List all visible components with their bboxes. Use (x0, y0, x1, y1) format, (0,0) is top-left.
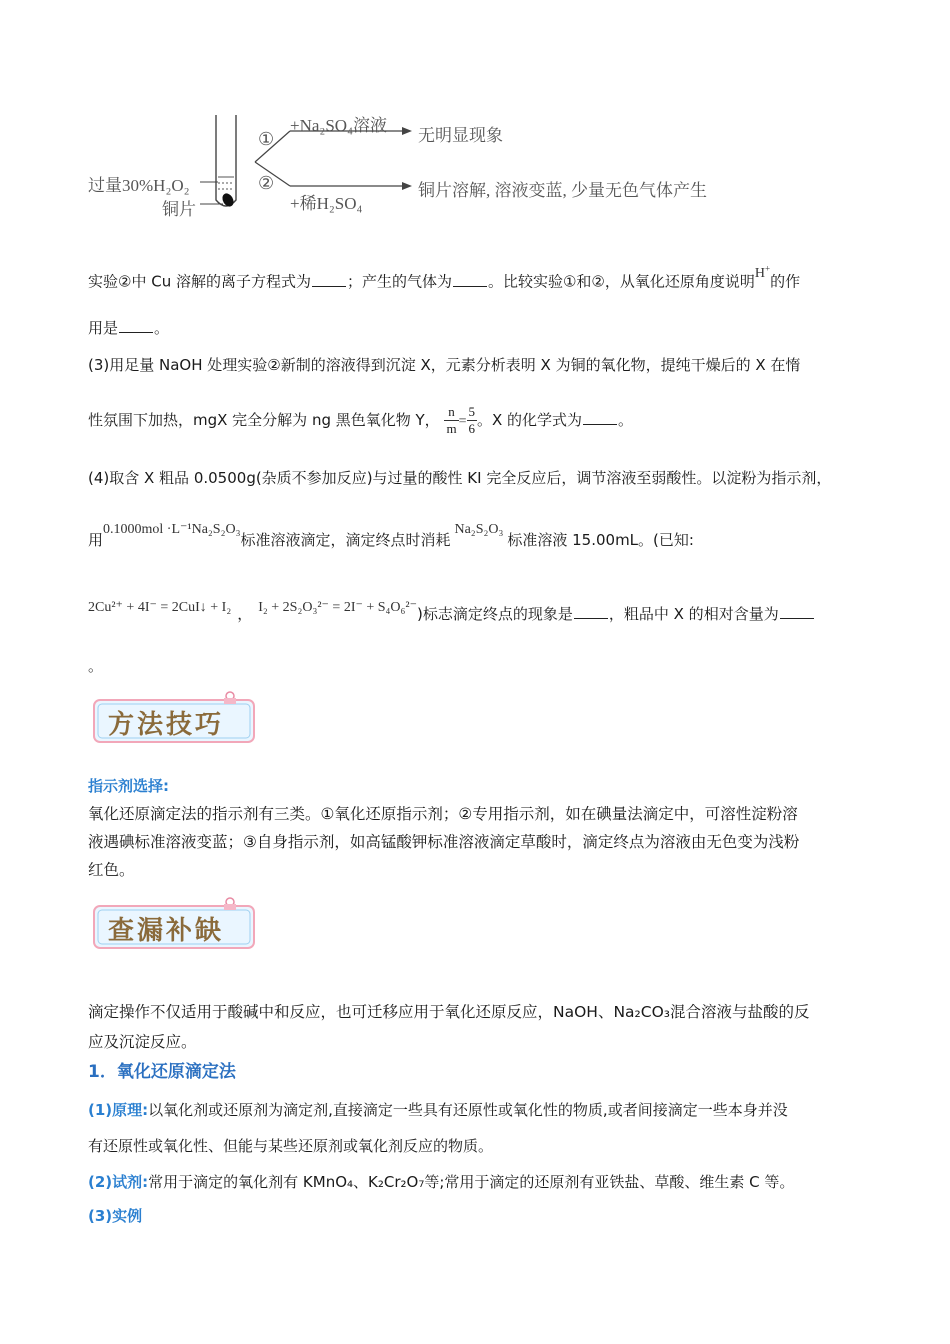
reagent-line (88, 1172, 794, 1192)
tips-line1: 氧化还原滴定法的指示剂有三类。①氧化还原指示剂；②专用指示剂，如在碘量法滴定中，可溶性淀粉溶 (88, 805, 798, 823)
q2-text-e: 用是 (88, 319, 119, 337)
q3-line1: (3)用足量 NaOH 处理实验②新制的溶液得到沉淀 X，元素分析表明 X 为铜的氧化物，提纯干燥后的 X 在惰 (88, 356, 801, 374)
equals-sign: = (458, 414, 467, 429)
q4-text-d: )标志滴定终点的现象是 (417, 605, 573, 623)
h2o2-label: 过量30%H₂O₂ (88, 176, 190, 195)
branch2-number: ② (258, 173, 275, 193)
result2-text: 铜片溶解, 溶液变蓝, 少量无色气体产生 (418, 181, 707, 200)
q4-text-a: 用 (88, 531, 104, 549)
experiment-diagram (80, 105, 780, 225)
badge2-text: 查漏补缺 (108, 916, 225, 946)
q3-text-c: 。 (618, 411, 634, 429)
principle-line2: 有还原性或氧化性、但能与某些还原剂或氧化剂反应的物质。 (88, 1137, 494, 1155)
q2-line1 (88, 263, 801, 294)
eq-separator: ， (237, 605, 253, 623)
example-label: (3)实例 (88, 1207, 143, 1225)
tips-line3: 红色。 (88, 861, 135, 879)
q2-text-b: ；产生的气体为 (346, 272, 452, 291)
branch1-number: ① (258, 129, 275, 149)
answer-blank (119, 319, 153, 333)
answer-blank (583, 411, 617, 425)
q4-line2 (88, 522, 694, 552)
q4-text-b: 标准溶液滴定，滴定终点时消耗 (240, 531, 451, 549)
supp-line2: 应及沉淀反应。 (88, 1033, 197, 1051)
five-sixths-fraction: $\frac{5}{6}$ (468, 404, 475, 436)
concentration-formula: 0.1000mol ·L⁻¹Na₂S₂O₃ (103, 522, 241, 537)
answer-blank (574, 605, 608, 619)
badge1-text: 方法技巧 (108, 710, 225, 740)
n-over-m-fraction: $\frac{n}{m}$ (446, 404, 457, 436)
test-tube-shape (216, 115, 236, 206)
reagent-text: 常用于滴定的氧化剂有 KMnO₄、K₂Cr₂O₇等;常用于滴定的还原剂有亚铁盐、草酸、维生素 C 等。 (148, 1173, 795, 1191)
answer-blank (780, 605, 814, 619)
q2-text-c: 。比较实验①和②，从氧化还原角度说明 (487, 272, 755, 291)
q3-line2 (88, 404, 633, 437)
branch2-reagent: +稀H₂SO₄ (290, 194, 363, 213)
principle-line1 (88, 1100, 788, 1120)
tips-line2: 液遇碘标准溶液变蓝；③自身指示剂，如高锰酸钾标准溶液滴定草酸时，滴定终点为溶液由无色变为浅粉 (88, 833, 800, 851)
q4-line3 (88, 600, 815, 626)
tips-title: 指示剂选择: (88, 777, 169, 795)
equation-1: 2Cu²⁺ + 4I⁻ = 2CuI↓ + I₂ (88, 600, 232, 615)
q4-text-e: ，粗品中 X 的相对含量为 (608, 605, 779, 623)
supp-line1: 滴定操作不仅适用于酸碱中和反应，也可迁移应用于氧化还原反应，NaOH、Na₂CO₃混合溶液与盐酸的反 (88, 1003, 810, 1021)
reagent-label: (2)试剂: (88, 1173, 149, 1191)
q4-line4: 。 (88, 657, 104, 675)
principle-label: (1)原理: (88, 1101, 149, 1119)
result1-text: 无明显现象 (418, 126, 503, 145)
method-tips-badge (90, 690, 258, 746)
q3-text-a: 性氛围下加热，mgX 完全分解为 ng 黑色氧化物 Y， (88, 411, 440, 429)
equation-2: I₂ + 2S₂O₃²⁻ = 2I⁻ + S₄O₆²⁻ (258, 600, 418, 615)
fill-gaps-badge (90, 896, 258, 952)
h-plus-symbol: H+ (754, 263, 771, 281)
q2-text-f: 。 (154, 319, 170, 337)
q2-text-a: 实验②中 Cu 溶解的离子方程式为 (88, 272, 311, 291)
section-heading-redox-titration: 1．氧化还原滴定法 (88, 1062, 236, 1082)
branch1-reagent: +Na₂SO₄溶液 (290, 116, 387, 135)
q4-line1: (4)取含 X 粗品 0.0500g(杂质不参加反应)与过量的酸性 KI 完全反应后，调节溶液至弱酸性。以淀粉为指示剂， (88, 469, 832, 487)
q3-text-b: 。X 的化学式为 (477, 411, 583, 429)
q2-line2 (88, 318, 169, 338)
q2-text-d: 的作 (770, 272, 801, 291)
answer-blank (453, 273, 487, 287)
principle-text: 以氧化剂或还原剂为滴定剂,直接滴定一些具有还原性或氧化性的物质,或者间接滴定一些本身并没 (148, 1101, 788, 1119)
thiosulfate-formula: Na₂S₂O₃ (454, 522, 504, 537)
q4-text-c: 标准溶液 15.00mL。(已知: (507, 531, 694, 549)
copper-label: 铜片 (162, 200, 196, 219)
answer-blank (312, 273, 346, 287)
